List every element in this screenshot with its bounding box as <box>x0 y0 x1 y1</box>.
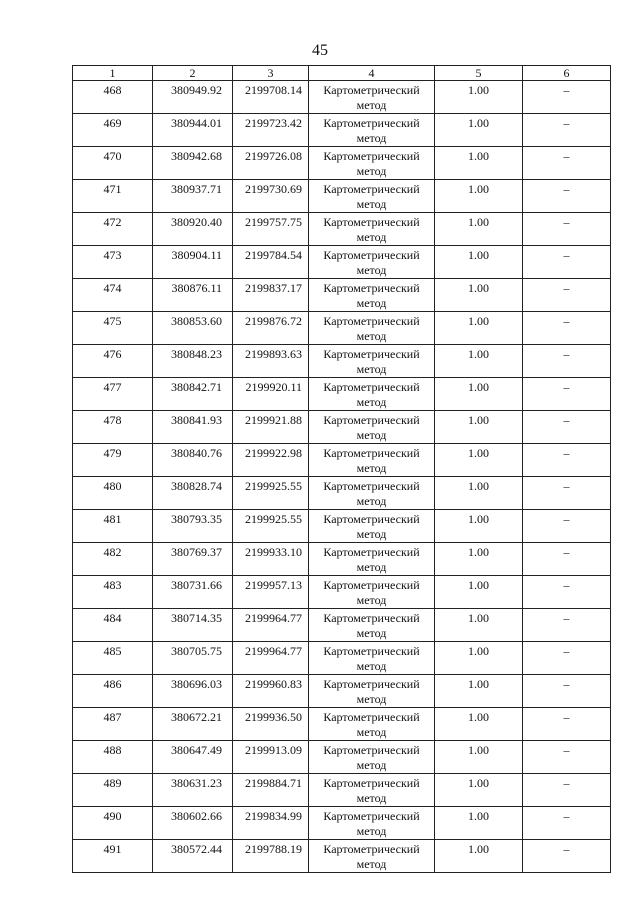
note-cell: – <box>523 609 611 642</box>
method-cell: Картометрический метод <box>309 477 435 510</box>
header-col-3: 3 <box>233 66 309 81</box>
precision-cell: 1.00 <box>435 279 523 312</box>
note-cell: – <box>523 81 611 114</box>
point-number-cell: 471 <box>73 180 153 213</box>
table-row <box>73 147 611 180</box>
precision-cell: 1.00 <box>435 411 523 444</box>
point-number-cell: 482 <box>73 543 153 576</box>
x-coordinate-cell: 380696.03 <box>153 675 233 708</box>
precision-cell: 1.00 <box>435 807 523 840</box>
x-coordinate-cell: 380714.35 <box>153 609 233 642</box>
table-row <box>73 444 611 477</box>
y-coordinate-cell: 2199837.17 <box>233 279 309 312</box>
x-coordinate-cell: 380848.23 <box>153 345 233 378</box>
y-coordinate-cell: 2199788.19 <box>233 840 309 873</box>
precision-cell: 1.00 <box>435 510 523 543</box>
x-coordinate-cell: 380853.60 <box>153 312 233 345</box>
method-cell: Картометрический метод <box>309 411 435 444</box>
method-cell: Картометрический метод <box>309 510 435 543</box>
table-row <box>73 543 611 576</box>
table-row <box>73 807 611 840</box>
table-row <box>73 378 611 411</box>
point-number-cell: 470 <box>73 147 153 180</box>
precision-cell: 1.00 <box>435 444 523 477</box>
method-cell: Картометрический метод <box>309 807 435 840</box>
note-cell: – <box>523 147 611 180</box>
point-number-cell: 483 <box>73 576 153 609</box>
note-cell: – <box>523 180 611 213</box>
point-number-cell: 477 <box>73 378 153 411</box>
table-row <box>73 741 611 774</box>
precision-cell: 1.00 <box>435 345 523 378</box>
table-row <box>73 774 611 807</box>
y-coordinate-cell: 2199726.08 <box>233 147 309 180</box>
note-cell: – <box>523 708 611 741</box>
table-row <box>73 642 611 675</box>
method-cell: Картометрический метод <box>309 114 435 147</box>
point-number-cell: 480 <box>73 477 153 510</box>
table-row <box>73 609 611 642</box>
y-coordinate-cell: 2199884.71 <box>233 774 309 807</box>
method-cell: Картометрический метод <box>309 840 435 873</box>
y-coordinate-cell: 2199784.54 <box>233 246 309 279</box>
method-cell: Картометрический метод <box>309 741 435 774</box>
note-cell: – <box>523 840 611 873</box>
note-cell: – <box>523 576 611 609</box>
precision-cell: 1.00 <box>435 576 523 609</box>
table-body <box>73 81 611 873</box>
precision-cell: 1.00 <box>435 840 523 873</box>
x-coordinate-cell: 380949.92 <box>153 81 233 114</box>
y-coordinate-cell: 2199933.10 <box>233 543 309 576</box>
header-col-5: 5 <box>435 66 523 81</box>
note-cell: – <box>523 807 611 840</box>
y-coordinate-cell: 2199960.83 <box>233 675 309 708</box>
x-coordinate-cell: 380828.74 <box>153 477 233 510</box>
x-coordinate-cell: 380840.76 <box>153 444 233 477</box>
x-coordinate-cell: 380841.93 <box>153 411 233 444</box>
note-cell: – <box>523 675 611 708</box>
x-coordinate-cell: 380647.49 <box>153 741 233 774</box>
x-coordinate-cell: 380731.66 <box>153 576 233 609</box>
y-coordinate-cell: 2199921.88 <box>233 411 309 444</box>
note-cell: – <box>523 741 611 774</box>
method-cell: Картометрический метод <box>309 378 435 411</box>
x-coordinate-cell: 380876.11 <box>153 279 233 312</box>
precision-cell: 1.00 <box>435 543 523 576</box>
point-number-cell: 490 <box>73 807 153 840</box>
x-coordinate-cell: 380572.44 <box>153 840 233 873</box>
note-cell: – <box>523 444 611 477</box>
precision-cell: 1.00 <box>435 477 523 510</box>
header-col-6: 6 <box>523 66 611 81</box>
method-cell: Картометрический метод <box>309 708 435 741</box>
table-row <box>73 246 611 279</box>
x-coordinate-cell: 380937.71 <box>153 180 233 213</box>
method-cell: Картометрический метод <box>309 675 435 708</box>
point-number-cell: 481 <box>73 510 153 543</box>
table-row <box>73 477 611 510</box>
precision-cell: 1.00 <box>435 246 523 279</box>
y-coordinate-cell: 2199964.77 <box>233 642 309 675</box>
note-cell: – <box>523 246 611 279</box>
point-number-cell: 485 <box>73 642 153 675</box>
header-col-1: 1 <box>73 66 153 81</box>
point-number-cell: 474 <box>73 279 153 312</box>
x-coordinate-cell: 380904.11 <box>153 246 233 279</box>
table-row <box>73 312 611 345</box>
method-cell: Картометрический метод <box>309 81 435 114</box>
point-number-cell: 475 <box>73 312 153 345</box>
y-coordinate-cell: 2199834.99 <box>233 807 309 840</box>
table-row <box>73 576 611 609</box>
method-cell: Картометрический метод <box>309 609 435 642</box>
precision-cell: 1.00 <box>435 642 523 675</box>
method-cell: Картометрический метод <box>309 345 435 378</box>
header-col-4: 4 <box>309 66 435 81</box>
point-number-cell: 469 <box>73 114 153 147</box>
point-number-cell: 468 <box>73 81 153 114</box>
y-coordinate-cell: 2199957.13 <box>233 576 309 609</box>
method-cell: Картометрический метод <box>309 213 435 246</box>
precision-cell: 1.00 <box>435 708 523 741</box>
method-cell: Картометрический метод <box>309 279 435 312</box>
page-number: 45 <box>312 42 328 59</box>
point-number-cell: 489 <box>73 774 153 807</box>
point-number-cell: 472 <box>73 213 153 246</box>
table-row <box>73 180 611 213</box>
x-coordinate-cell: 380842.71 <box>153 378 233 411</box>
method-cell: Картометрический метод <box>309 180 435 213</box>
table-row <box>73 81 611 114</box>
y-coordinate-cell: 2199920.11 <box>233 378 309 411</box>
y-coordinate-cell: 2199730.69 <box>233 180 309 213</box>
y-coordinate-cell: 2199876.72 <box>233 312 309 345</box>
note-cell: – <box>523 213 611 246</box>
precision-cell: 1.00 <box>435 378 523 411</box>
note-cell: – <box>523 378 611 411</box>
table-row <box>73 213 611 246</box>
x-coordinate-cell: 380672.21 <box>153 708 233 741</box>
header-col-2: 2 <box>153 66 233 81</box>
point-number-cell: 486 <box>73 675 153 708</box>
table-row <box>73 840 611 873</box>
y-coordinate-cell: 2199964.77 <box>233 609 309 642</box>
method-cell: Картометрический метод <box>309 642 435 675</box>
x-coordinate-cell: 380631.23 <box>153 774 233 807</box>
x-coordinate-cell: 380944.01 <box>153 114 233 147</box>
point-number-cell: 488 <box>73 741 153 774</box>
note-cell: – <box>523 543 611 576</box>
header-row <box>73 66 611 81</box>
note-cell: – <box>523 774 611 807</box>
x-coordinate-cell: 380793.35 <box>153 510 233 543</box>
precision-cell: 1.00 <box>435 312 523 345</box>
note-cell: – <box>523 411 611 444</box>
method-cell: Картометрический метод <box>309 147 435 180</box>
x-coordinate-cell: 380769.37 <box>153 543 233 576</box>
y-coordinate-cell: 2199913.09 <box>233 741 309 774</box>
y-coordinate-cell: 2199925.55 <box>233 477 309 510</box>
table-row <box>73 345 611 378</box>
y-coordinate-cell: 2199708.14 <box>233 81 309 114</box>
table-row <box>73 279 611 312</box>
table-row <box>73 675 611 708</box>
precision-cell: 1.00 <box>435 81 523 114</box>
note-cell: – <box>523 279 611 312</box>
note-cell: – <box>523 477 611 510</box>
y-coordinate-cell: 2199893.63 <box>233 345 309 378</box>
precision-cell: 1.00 <box>435 180 523 213</box>
method-cell: Картометрический метод <box>309 444 435 477</box>
note-cell: – <box>523 345 611 378</box>
precision-cell: 1.00 <box>435 741 523 774</box>
method-cell: Картометрический метод <box>309 246 435 279</box>
precision-cell: 1.00 <box>435 609 523 642</box>
point-number-cell: 478 <box>73 411 153 444</box>
point-number-cell: 491 <box>73 840 153 873</box>
point-number-cell: 484 <box>73 609 153 642</box>
coordinates-table <box>72 65 611 873</box>
note-cell: – <box>523 114 611 147</box>
point-number-cell: 473 <box>73 246 153 279</box>
note-cell: – <box>523 312 611 345</box>
point-number-cell: 479 <box>73 444 153 477</box>
y-coordinate-cell: 2199723.42 <box>233 114 309 147</box>
point-number-cell: 476 <box>73 345 153 378</box>
method-cell: Картометрический метод <box>309 774 435 807</box>
precision-cell: 1.00 <box>435 213 523 246</box>
table-row <box>73 114 611 147</box>
method-cell: Картометрический метод <box>309 543 435 576</box>
table-row <box>73 411 611 444</box>
precision-cell: 1.00 <box>435 114 523 147</box>
precision-cell: 1.00 <box>435 675 523 708</box>
x-coordinate-cell: 380942.68 <box>153 147 233 180</box>
precision-cell: 1.00 <box>435 147 523 180</box>
precision-cell: 1.00 <box>435 774 523 807</box>
table-row <box>73 708 611 741</box>
note-cell: – <box>523 642 611 675</box>
x-coordinate-cell: 380920.40 <box>153 213 233 246</box>
y-coordinate-cell: 2199936.50 <box>233 708 309 741</box>
x-coordinate-cell: 380705.75 <box>153 642 233 675</box>
y-coordinate-cell: 2199925.55 <box>233 510 309 543</box>
y-coordinate-cell: 2199922.98 <box>233 444 309 477</box>
method-cell: Картометрический метод <box>309 312 435 345</box>
method-cell: Картометрический метод <box>309 576 435 609</box>
point-number-cell: 487 <box>73 708 153 741</box>
x-coordinate-cell: 380602.66 <box>153 807 233 840</box>
y-coordinate-cell: 2199757.75 <box>233 213 309 246</box>
note-cell: – <box>523 510 611 543</box>
table-row <box>73 510 611 543</box>
table-header <box>73 66 611 81</box>
